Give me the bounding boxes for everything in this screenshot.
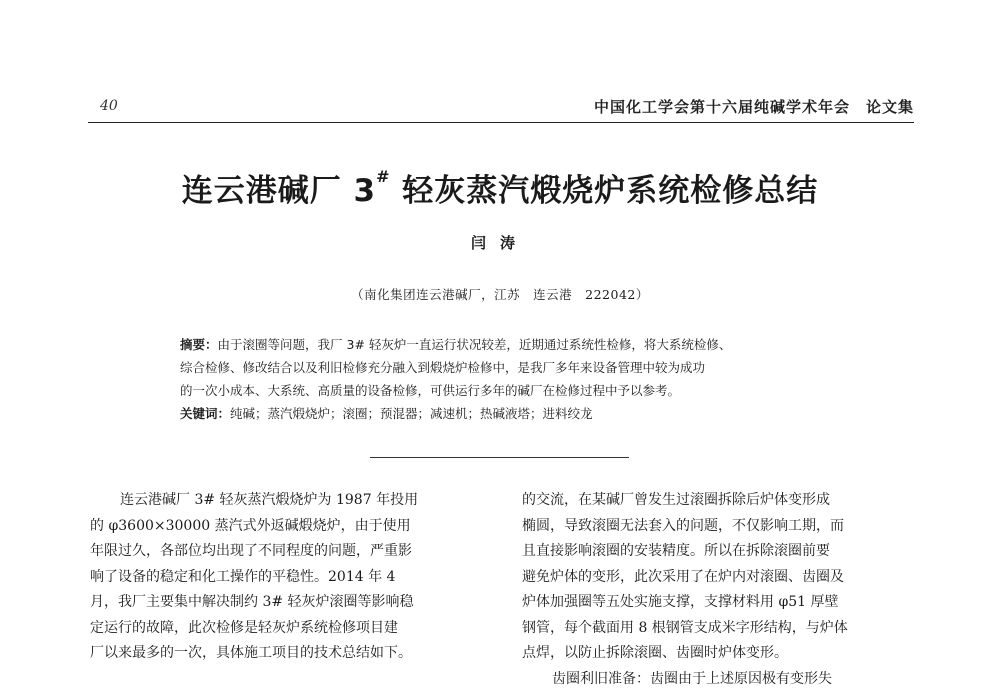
abstract-line [180,333,820,356]
body-line: 定运行的故障，此次检修是轻灰炉系统检修项目建 [90,619,398,636]
abstract-block [180,333,820,425]
body-column-right [522,488,917,692]
body-line: 避免炉体的变形，此次采用了在炉内对滚圈、齿圈及 [522,568,844,585]
affiliation: （南化集团连云港碱厂，江苏 连云港 222042） [351,287,649,302]
running-header [88,96,914,123]
section-divider [370,457,629,458]
body-line: 椭圆，导致滚圈无法套入的问题，不仅影响工期，而 [522,517,844,534]
title-superscript: # [376,167,391,186]
page-number: 40 [100,98,118,114]
body-line: 连云港碱厂 3# 轻灰蒸汽煅烧炉为 1987 年投用 [120,492,419,508]
body-line: 炉体加强圈等五处实施支撑，支撑材料用 φ51 厚壁 [522,594,839,610]
title-main: 连云港碱厂 3 [181,173,377,209]
body-column-left [90,488,485,667]
article-title [0,165,1000,210]
keywords-line [180,402,820,425]
author-name: 闫涛 [470,234,529,252]
body-line: 钢管，每个截面用 8 根钢管支成米字形结构，与炉体 [522,619,848,636]
body-line: 月，我厂主要集中解决制约 3# 轻灰炉滚圈等影响稳 [90,594,414,610]
title-rest: 轻灰蒸汽煅烧炉系统检修总结 [390,173,819,209]
abstract-label: 摘要： [180,337,218,352]
body-line: 的交流，在某碱厂曾发生过滚圈拆除后炉体变形成 [522,492,830,508]
body-line: 且直接影响滚圈的安装精度。所以在拆除滚圈前要 [522,543,830,559]
abstract-text: 由于滚圈等问题，我厂 3# 轻灰炉一直运行状况较差，近期通过系统性检修，将大系统检修、 [217,337,732,352]
body-line: 的 φ3600×30000 蒸汽式外返碱煅烧炉，由于使用 [90,517,411,534]
body-line: 年限过久，各部位均出现了不同程度的问题，严重影 [90,543,412,559]
keywords-label: 关键词： [180,406,231,421]
body-line: 响了设备的稳定和化工操作的平稳性。2014 年 4 [90,568,396,585]
body-line: 厂以来最多的一次，具体施工项目的技术总结如下。 [90,645,412,661]
body-line: 齿圈利旧准备：齿圈由于上述原因极有变形失 [552,670,832,687]
abstract-line: 综合检修、修改结合以及利旧检修充分融入到煅烧炉检修中，是我厂多年来设备管理中较为成功 [180,360,706,375]
journal-title: 中国化工学会第十六届纯碱学术年会 论文集 [593,98,914,116]
body-line: 点焊，以防止拆除滚圈、齿圈时炉体变形。 [522,645,788,661]
keywords-text: 纯碱；蒸汽煅烧炉；滚圈；预混器；减速机；热碱液塔；进料绞龙 [230,406,593,421]
abstract-line: 的一次小成本、大系统、高质量的设备检修，可供运行多年的碱厂在检修过程中予以参考。 [180,383,681,398]
